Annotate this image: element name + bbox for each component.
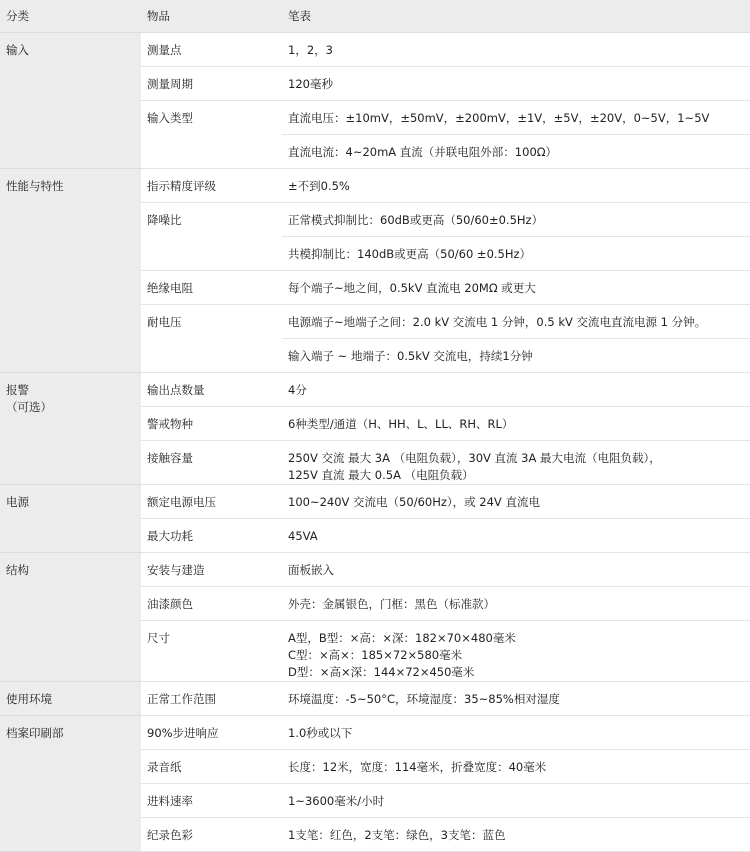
spec-value-cell: 4分 — [282, 373, 750, 407]
table-row — [0, 716, 750, 750]
table-row — [0, 485, 750, 519]
category-cell: 性能与特性 — [0, 169, 141, 373]
table-row — [0, 373, 750, 407]
spec-value-cell: 1.0秒或以下 — [282, 716, 750, 750]
spec-value-cell: 250V 交流 最大 3A （电阻负载），30V 直流 3A 最大电流（电阻负载）， 125V 直流 最大 0.5A （电阻负载） — [282, 441, 750, 485]
item-cell: 绝缘电阻 — [141, 271, 282, 305]
item-cell: 90%步进响应 — [141, 716, 282, 750]
spec-value-cell: ±不到0.5% — [282, 169, 750, 203]
spec-value-cell: 共模抑制比：140dB或更高（50/60 ±0.5Hz） — [282, 237, 750, 271]
category-cell: 输入 — [0, 33, 141, 169]
table-row — [0, 553, 750, 587]
table-row — [0, 33, 750, 67]
category-cell: 使用环境 — [0, 682, 141, 716]
spec-value-cell: 输入端子 ~ 地端子：0.5kV 交流电，持续1分钟 — [282, 339, 750, 373]
spec-value-cell: 环境温度：-5~50°C，环境湿度：35~85%相对湿度 — [282, 682, 750, 716]
spec-value-cell: 外壳：金属银色，门框：黑色（标准款） — [282, 587, 750, 621]
spec-value-cell: 6种类型/通道（H、HH、L、LL、RH、RL） — [282, 407, 750, 441]
spec-body — [0, 33, 750, 852]
spec-value-cell: 120毫秒 — [282, 67, 750, 101]
header-spec: 笔表 — [282, 0, 750, 33]
item-cell: 纪录色彩 — [141, 818, 282, 852]
table-row — [0, 169, 750, 203]
spec-value-cell: 面板嵌入 — [282, 553, 750, 587]
spec-value-cell: 直流电流：4~20mA 直流（并联电阻外部：100Ω） — [282, 135, 750, 169]
item-cell: 测量点 — [141, 33, 282, 67]
item-cell: 进料速率 — [141, 784, 282, 818]
spec-value-cell: A型，B型：×高：×深：182×70×480毫米 C型：×高×：185×72×580毫米 D型：×高×深：144×72×450毫米 — [282, 621, 750, 682]
spec-value-cell: 1，2，3 — [282, 33, 750, 67]
spec-value-cell: 每个端子~地之间，0.5kV 直流电 20MΩ 或更大 — [282, 271, 750, 305]
item-cell: 安装与建造 — [141, 553, 282, 587]
item-cell: 降噪比 — [141, 203, 282, 271]
category-cell: 电源 — [0, 485, 141, 553]
spec-value-cell: 电源端子~地端子之间：2.0 kV 交流电 1 分钟，0.5 kV 交流电直流电源 1 分钟。 — [282, 305, 750, 339]
spec-value-cell: 1~3600毫米/小时 — [282, 784, 750, 818]
item-cell: 最大功耗 — [141, 519, 282, 553]
spec-value-cell: 正常模式抑制比：60dB或更高（50/60±0.5Hz） — [282, 203, 750, 237]
item-cell: 接触容量 — [141, 441, 282, 485]
item-cell: 警戒物种 — [141, 407, 282, 441]
header-category: 分类 — [0, 0, 141, 33]
item-cell: 尺寸 — [141, 621, 282, 682]
item-cell: 耐电压 — [141, 305, 282, 373]
header-row — [0, 0, 750, 33]
spec-value-cell: 100~240V 交流电（50/60Hz），或 24V 直流电 — [282, 485, 750, 519]
category-cell: 结构 — [0, 553, 141, 682]
item-cell: 录音纸 — [141, 750, 282, 784]
category-cell: 报警 （可选） — [0, 373, 141, 485]
item-cell: 输出点数量 — [141, 373, 282, 407]
item-cell: 额定电源电压 — [141, 485, 282, 519]
category-cell: 档案印刷部 — [0, 716, 141, 852]
spec-value-cell: 45VA — [282, 519, 750, 553]
item-cell: 油漆颜色 — [141, 587, 282, 621]
item-cell: 正常工作范围 — [141, 682, 282, 716]
table-row — [0, 682, 750, 716]
header-item: 物品 — [141, 0, 282, 33]
spec-value-cell: 直流电压：±10mV，±50mV，±200mV，±1V，±5V，±20V，0~5V，1~5V — [282, 101, 750, 135]
spec-value-cell: 1支笔：红色，2支笔：绿色，3支笔：蓝色 — [282, 818, 750, 852]
item-cell: 指示精度评级 — [141, 169, 282, 203]
item-cell: 测量周期 — [141, 67, 282, 101]
item-cell: 输入类型 — [141, 101, 282, 169]
spec-value-cell: 长度：12米，宽度：114毫米，折叠宽度：40毫米 — [282, 750, 750, 784]
